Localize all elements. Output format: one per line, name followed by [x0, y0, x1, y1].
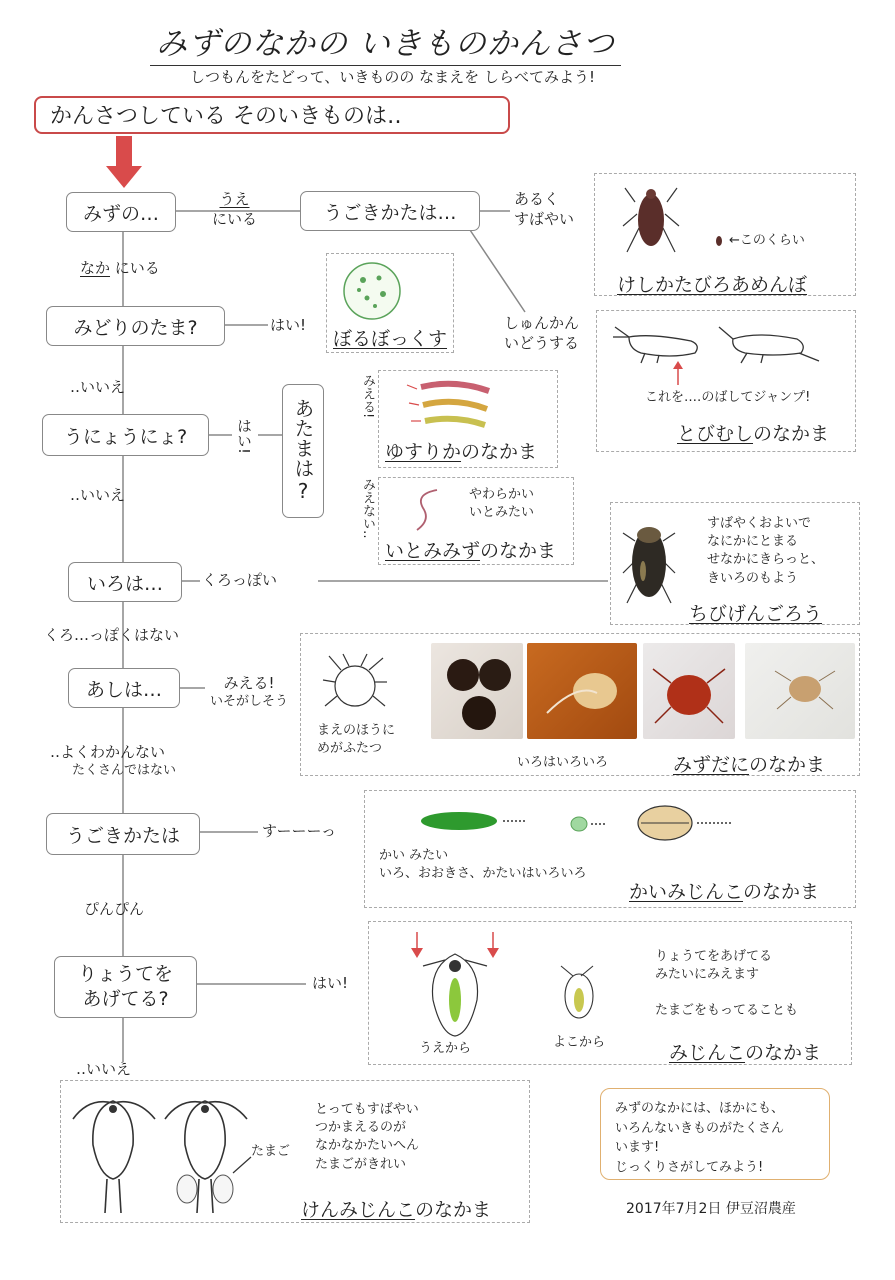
kenmijinko-name-main: けんみじんこ	[301, 1199, 416, 1221]
branch-hai-3: はい!	[312, 974, 349, 992]
question-unyounyo: うにょうにょ?	[42, 414, 209, 456]
mijinko-note-line2: みたいにみえます	[655, 967, 760, 983]
diving-beetle-icon	[621, 511, 677, 607]
branch-ue-line2: にいる	[212, 209, 258, 228]
kenmijinko-note-line4: たまごがきれい	[315, 1156, 407, 1172]
question-ryoute	[54, 956, 197, 1018]
question-ryoute-line1: りょうてを	[77, 963, 173, 986]
encouragement-note	[600, 1088, 830, 1180]
branch-ashi-mieru	[210, 674, 288, 710]
mite-photo-4	[745, 643, 855, 739]
branch-kuroppoi: くろっぽい	[202, 571, 278, 589]
mijinko-note	[655, 948, 798, 1021]
egg-pointer-icon	[229, 1153, 253, 1177]
amenbo-note: ←このくらい	[729, 233, 805, 248]
chibigengorou-note-line4: きいろのもよう	[707, 570, 799, 586]
springtail-jump-icon	[713, 325, 823, 365]
mijinko-note-line3: たまごをもってることも	[655, 1003, 799, 1019]
yusurika-name	[385, 437, 537, 464]
branch-naka-line1: なか	[80, 259, 111, 277]
volvox-icon	[341, 260, 403, 322]
tobimushi-name	[677, 419, 829, 446]
mizudani-note-line1: まえのほうに	[317, 723, 396, 738]
chibigengorou-name: ちびげんごろう	[689, 603, 823, 625]
question-atama-line3: ?	[297, 479, 309, 503]
tobimushi-name-suffix: のなかま	[753, 423, 830, 445]
question-ugokikata-2: うごきかたは	[46, 813, 200, 855]
itomimizu-name	[385, 536, 556, 563]
branch-ue	[212, 190, 257, 229]
branch-shunkan-line2: いどうする	[504, 333, 580, 352]
yusurika-name-main: ゆすりか	[385, 441, 462, 463]
branch-pinpin: ぴんぴん	[84, 900, 145, 918]
kaimijinko-name-suffix: のなかま	[743, 881, 820, 903]
mizudani-name-main: みずだに	[673, 754, 750, 776]
result-chibigengorou	[610, 502, 860, 625]
water-strider-icon	[621, 180, 681, 260]
branch-naka-line2: にいる	[114, 259, 160, 277]
mite-photo-2	[527, 643, 637, 739]
result-mizudani	[300, 633, 860, 776]
branch-naka	[80, 259, 160, 279]
result-kenmijinko	[60, 1080, 530, 1223]
branch-aruku	[514, 190, 574, 229]
itomimizu-note	[469, 486, 534, 522]
tobimushi-name-main: とびむし	[677, 423, 754, 445]
daphnia-side-icon	[557, 962, 601, 1026]
branch-shunkan-line1: しゅんかん	[504, 314, 580, 332]
result-itomimizu	[378, 477, 574, 565]
seed-shrimp-tan-icon	[635, 803, 735, 843]
springtail-icon	[611, 325, 711, 365]
mite-photo-3	[643, 643, 735, 739]
kenmijinko-note	[315, 1101, 419, 1174]
result-amenbo	[594, 173, 856, 296]
seed-shrimp-green-icon	[419, 809, 529, 833]
branch-iie-3: ‥いいえ	[76, 1060, 132, 1078]
branch-ashi-mieru-line1: みえる!	[223, 674, 275, 692]
chibigengorou-note-line1: すばやくおよいで	[707, 516, 812, 531]
branch-yoku	[50, 743, 176, 779]
seed-shrimp-small-icon	[569, 815, 609, 833]
page-subtitle: しつもんをたどって、いきものの なまえを しらべてみよう!	[190, 68, 595, 86]
branch-suuu: すーーーっ	[262, 822, 336, 840]
note-line4: じっくりさがしてみよう!	[615, 1159, 764, 1175]
branch-ue-line1: うえ	[219, 190, 250, 208]
branch-yoku-line2: たくさんではない	[72, 762, 177, 778]
daphnia-top-icon	[405, 930, 505, 1040]
question-iro: いろは…	[68, 562, 182, 602]
mijinko-label-side: よこから	[553, 1035, 606, 1050]
mizudani-note-eyes	[317, 722, 395, 758]
note-line3: います!	[615, 1140, 660, 1155]
footer-credit: 2017年7月2日 伊豆沼農産	[626, 1201, 796, 1217]
branch-aruku-line1: あるく	[514, 190, 560, 208]
kaimijinko-note	[379, 847, 586, 883]
mijinko-name-main: みじんこ	[669, 1042, 746, 1064]
question-atama	[282, 384, 324, 518]
branch-kuro-not: くろ…っぽくはない	[44, 626, 180, 644]
mijinko-name-suffix: のなかま	[745, 1042, 822, 1064]
page-title: みずのなかの いきものかんさつ	[150, 18, 621, 66]
branch-hai-1: はい!	[270, 316, 307, 334]
branch-iie-1: ‥いいえ	[70, 378, 126, 396]
worm-icon	[409, 486, 449, 534]
kaimijinko-note-line2: いろ、おおきさ、かたいはいろいろ	[379, 866, 587, 882]
question-midori: みどりのたま?	[46, 306, 225, 346]
mizudani-name-suffix: のなかま	[749, 754, 826, 776]
mijinko-name	[669, 1038, 821, 1065]
itomimizu-note-line2: いとみたい	[469, 505, 535, 521]
branch-mieru: みえる!	[360, 374, 375, 419]
kenmijinko-note-line2: つかまえるのが	[315, 1120, 407, 1136]
branch-yoku-line1: ‥よくわかんない	[50, 743, 166, 761]
itomimizu-name-suffix: のなかま	[480, 540, 557, 562]
start-question: かんさつしている そのいきものは‥	[34, 96, 510, 134]
question-atama-line2: まは	[291, 438, 315, 478]
branch-ashi-mieru-line2: いそがしそう	[210, 693, 289, 709]
mijinko-note-line1: りょうてをあげてる	[655, 949, 773, 964]
mite-photo-1	[431, 643, 523, 739]
note-line2: いろんないきものがたくさん	[615, 1120, 785, 1136]
result-kaimijinko	[364, 790, 856, 908]
itomimizu-name-main: いとみみず	[385, 540, 481, 562]
note-line1: みずのなかには、ほかにも、	[615, 1101, 785, 1116]
chibigengorou-note-line2: なにかにとまる	[707, 534, 799, 550]
question-ryoute-line2: あげてる?	[82, 988, 169, 1010]
borubokkusu-name: ぼるぼっくす	[333, 328, 448, 350]
result-tobimushi	[596, 310, 856, 452]
kenmijinko-name-suffix: のなかま	[415, 1199, 492, 1221]
result-yusurika	[378, 370, 558, 468]
kaimijinko-name-main: かいみじんこ	[629, 881, 744, 903]
kenmijinko-note-line3: なかなかたいへん	[315, 1138, 420, 1154]
mizudani-name	[673, 750, 825, 777]
small-bug-icon	[713, 234, 725, 248]
red-arrow-up-icon	[671, 361, 685, 387]
result-mijinko	[368, 921, 852, 1065]
question-atama-line1: あた	[291, 398, 315, 438]
midge-larva-icon	[405, 377, 495, 433]
question-ashi: あしは…	[68, 668, 180, 708]
kenmijinko-name	[301, 1195, 491, 1222]
chibigengorou-note	[707, 515, 824, 588]
branch-aruku-line2: すばやい	[514, 209, 575, 228]
branch-hai-2: はい!	[235, 418, 253, 455]
kaimijinko-note-line1: かい みたい	[379, 848, 449, 863]
branch-iie-2: ‥いいえ	[70, 486, 126, 504]
branch-mienai: みえない‥	[360, 478, 375, 539]
question-ugokikata-1: うごきかたは…	[300, 191, 480, 231]
yusurika-name-suffix: のなかま	[461, 441, 538, 463]
mijinko-label-top: うえから	[419, 1041, 472, 1056]
branch-shunkan	[504, 314, 579, 353]
kenmijinko-egg-label: たまご	[251, 1144, 291, 1159]
itomimizu-note-line1: やわらかい	[469, 487, 535, 502]
copepod-icon	[69, 1089, 159, 1219]
kenmijinko-note-line1: とってもすばやい	[315, 1102, 419, 1117]
water-mite-icon	[321, 652, 389, 712]
kaimijinko-name	[629, 877, 819, 904]
amenbo-name: けしかたびろあめんぼ	[617, 274, 808, 296]
tobimushi-note: これを‥‥のばしてジャンプ!	[645, 390, 811, 405]
result-borubokkusu	[326, 253, 454, 353]
question-mizu: みずの…	[66, 192, 176, 232]
chibigengorou-note-line3: せなかにきらっと、	[707, 552, 825, 568]
mizudani-note-color: いろはいろいろ	[517, 755, 609, 770]
mizudani-note-line2: めがふたつ	[317, 741, 383, 757]
